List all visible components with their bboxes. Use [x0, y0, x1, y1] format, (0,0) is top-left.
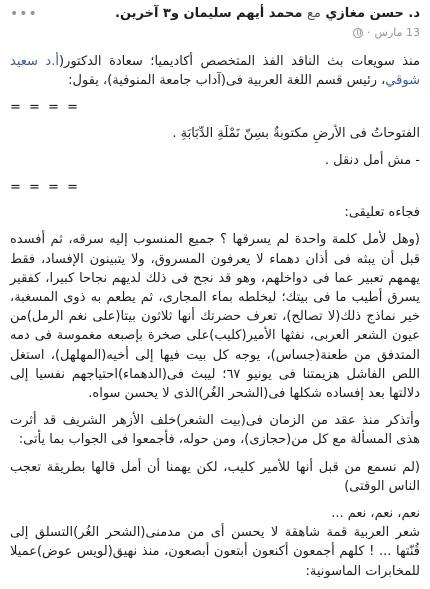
- separator-1: = = = =: [10, 100, 80, 116]
- author-line: [10, 4, 420, 24]
- separator-2: = = = =: [10, 180, 80, 196]
- meta-dot: ·: [367, 26, 371, 39]
- intro-text-2: ، رئيس قسم اللغة العربية فى(آداب جامعة المنوفية)، يقول:: [68, 73, 386, 89]
- quote-reply: - مش أمل دنقل .: [324, 152, 420, 168]
- globe-icon[interactable]: [353, 28, 363, 38]
- commentary-paragraph-2: وأتذكر منذ عقد من الزمان فى(بيت الشعر)خلف الأزهر الشريف قد أثرت هذى المسألة مع كل من(حجازى)، ومن حوله، فأجمعوا فى الجواب بما يأتى:: [10, 413, 420, 448]
- yes-line: نعم، نعم، نعم ...: [331, 506, 420, 522]
- post-content: [10, 52, 420, 589]
- tagged-people[interactable]: محمد أيهم سليمان و٣ آخرين.: [115, 6, 303, 21]
- commentary-paragraph-4: [10, 504, 420, 581]
- post-meta: [10, 24, 420, 42]
- commentary-paragraph-1: (وهل لأمل كلمة واحدة لم يسرقها ؟ جميع المنسوب إليه سرقه، ثم أفسده قبل أن يبثه فى أذان دهماء لا يعرفون المسروق، ولا يتبينون الإفساد، فقط يهمهم تعبير عما فى دواخلهم، وهو قد نجح فى ذلك لديهم نجاحا كبيرا، كفقير يسرق أطيب ما فى بيتك؛ ليخلطه بماء المجارى، ثم يطعم به ذوى المسغبة، خير نماذج ذلك(لا تصالح)، تعرف حضرتك أنها ثلاثون بيتا(على نغم الرمل)من عيون الشعر العربى، نفثها الأمير(كليب)على صخرة بإصبعه مغموسة فى دمه المتدفق من طعنة(جساس)، يوجه كل بيت فيها إلى أخيه(المهلهل)، استغل اللص الفاشل هزيمتنا فى يونيو ٦٧؛ ليبث فى(الدهماء)احتياجهم نفسيا إلى دلالتها بعد إفساده شكلها فى(الشحر الغُر)الذى لا يحسن سواه.: [10, 232, 420, 402]
- post-header: [10, 4, 420, 48]
- quote-line: الفتوحاتُ فى الأرضِ مكتوبةٌ بسِنّ نَمْلَةِ الدِّبَابَةِ .: [172, 125, 420, 141]
- poetry-line: شعر العربية قمة شاهقة لا يحسن أى من مدمنى(الشحر الغُر)التسلق إلى قُنّتها ... ! كلهم أجمعون أكنعون أبتعون أبصعون، منذ نهيق(لويس عوض)عميلا للمخابرات الماسونية:: [10, 525, 420, 579]
- commentary-title: فجاءه تعليقى:: [344, 205, 420, 221]
- ellipsis-icon[interactable]: •••: [10, 6, 38, 22]
- professor-link[interactable]: أ.د سعيد شوقي: [10, 54, 420, 89]
- post-date[interactable]: 13 مارس: [374, 26, 420, 39]
- commentary-paragraph-3: (لم نسمع من قبل أنها للأمير كليب، لكن يهمنا أن أمل قالها بطريقة تعجب الناس الوقتى): [10, 459, 420, 494]
- intro-paragraph: [10, 52, 420, 90]
- intro-text-1: منذ سويعات بث الناقد الفذ المتخصص أكاديميا؛ سعادة الدكتور(: [58, 54, 420, 69]
- author-name[interactable]: د. حسن مغازي: [325, 6, 420, 21]
- with-word: مع: [306, 6, 321, 21]
